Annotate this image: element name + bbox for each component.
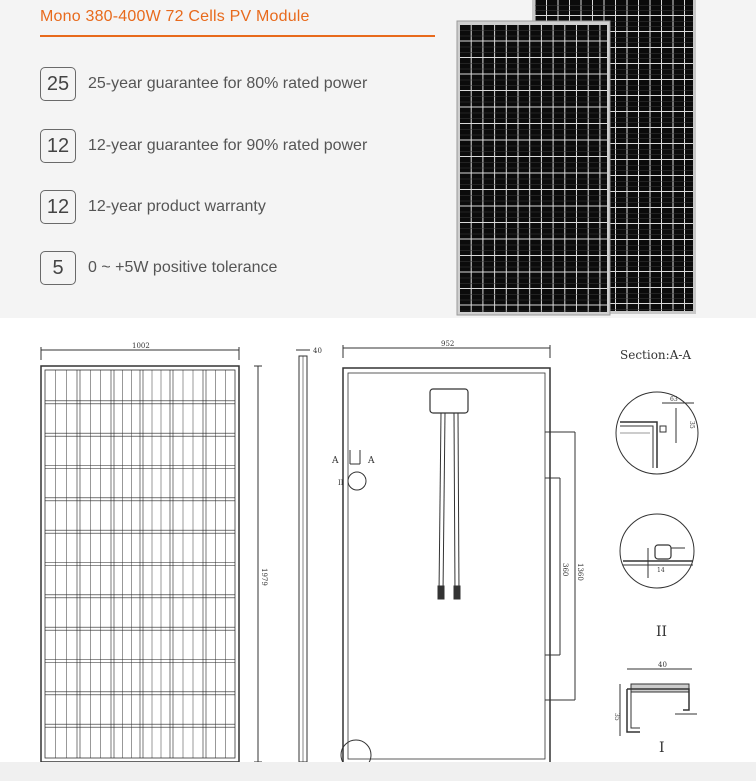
dim-back-inner: 360 xyxy=(561,563,569,577)
technical-drawing xyxy=(0,318,756,781)
product-header-section xyxy=(0,0,756,318)
detail-dim-14: 14 xyxy=(657,567,665,574)
section-title: Section:A-A xyxy=(620,348,692,362)
detail-i xyxy=(620,669,697,736)
front-view xyxy=(41,347,262,762)
detail-dim-35: 35 xyxy=(688,421,695,429)
dim-front-height: 1979 xyxy=(260,568,268,586)
feature-badge: 12 xyxy=(40,190,76,224)
dim-side-thickness: 40 xyxy=(313,347,322,355)
dim-front-width: 1002 xyxy=(132,342,150,350)
detail-dim-40: 40 xyxy=(658,661,667,669)
dim-back-width: 952 xyxy=(441,340,455,348)
section-marker-right: A xyxy=(368,456,375,466)
feature-badge: 5 xyxy=(40,251,76,285)
feature-badge: 25 xyxy=(40,67,76,101)
feature-text: 12-year product warranty xyxy=(88,198,266,215)
back-view xyxy=(341,345,575,770)
detail-label-ii: II xyxy=(656,624,668,640)
section-detail xyxy=(616,392,698,474)
bottom-strip xyxy=(0,762,756,781)
drawing-labels xyxy=(132,340,695,756)
title-underline xyxy=(40,35,435,37)
section-marker-left: A xyxy=(332,456,339,466)
detail-label-i: I xyxy=(659,740,665,756)
feature-text: 25-year guarantee for 80% rated power xyxy=(88,75,368,92)
detail-dim-63: 63 xyxy=(670,396,678,403)
dim-back-mount: 1360 xyxy=(576,563,584,581)
feature-text: 12-year guarantee for 90% rated power xyxy=(88,137,368,154)
solar-panel-photo xyxy=(455,0,700,318)
product-title: Mono 380-400W 72 Cells PV Module xyxy=(40,8,310,25)
detail-marker-ii: II xyxy=(338,479,344,487)
detail-dim-35b: 35 xyxy=(613,713,620,721)
front-cell-grid xyxy=(77,370,206,758)
detail-ii xyxy=(620,514,694,588)
feature-text: 0 ~ +5W positive tolerance xyxy=(88,259,278,276)
side-view xyxy=(296,350,310,762)
feature-badge: 12 xyxy=(40,129,76,163)
